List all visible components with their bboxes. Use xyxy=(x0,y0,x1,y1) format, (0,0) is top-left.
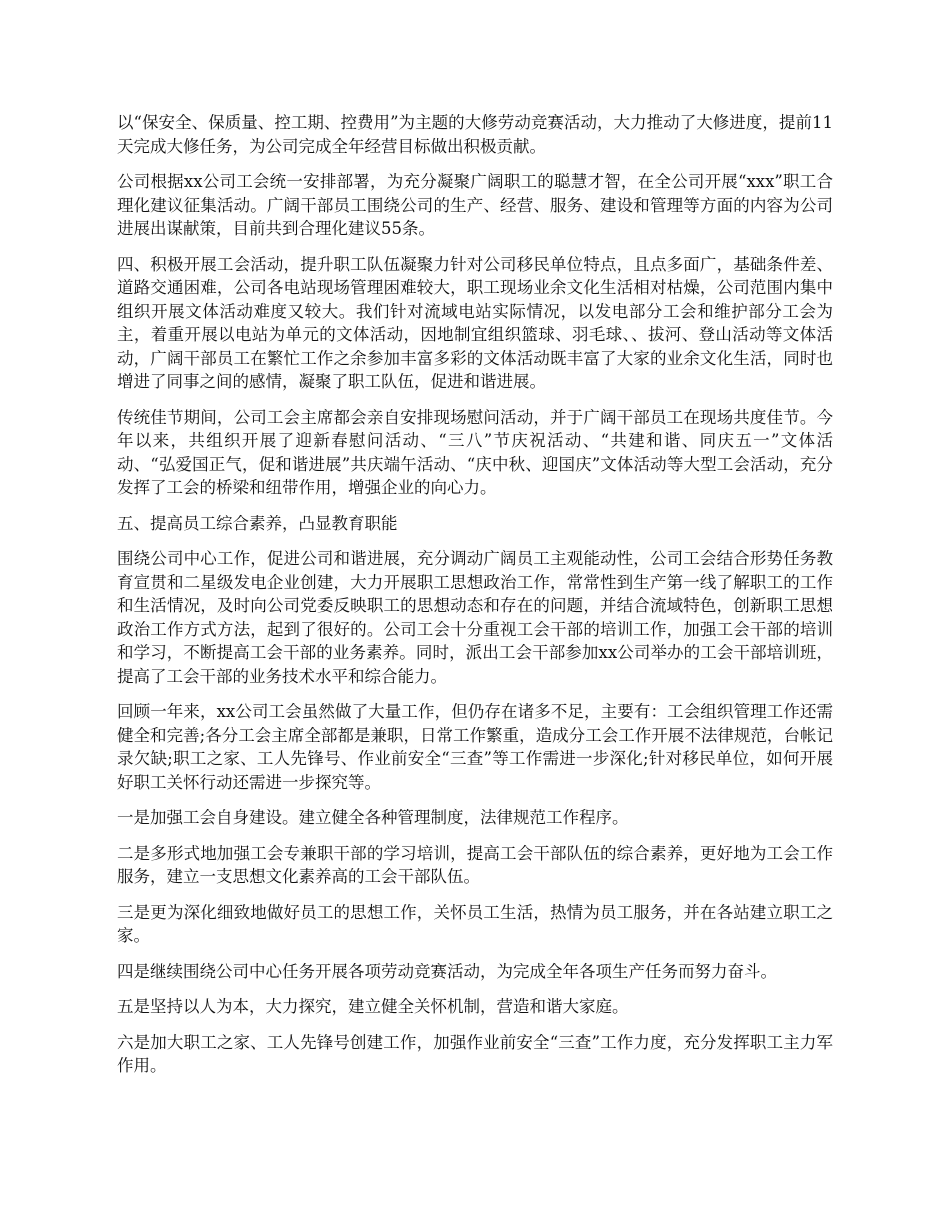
paragraph-competition-result: 以“保安全、保质量、控工期、控费用”为主题的大修劳动竞赛活动，大力推动了大修进度，提前11天完成大修任务，为公司完成全年经营目标做出积极贡献。 xyxy=(117,113,833,156)
plan-item-four: 四是继续围绕公司中心任务开展各项劳动竞赛活动，为完成全年各项生产任务而努力奋斗。 xyxy=(117,961,777,981)
plan-item-one: 一是加强工会自身建设。建立健全各种管理制度，法律规范工作程序。 xyxy=(117,808,629,827)
document-body xyxy=(117,111,833,1090)
paragraph-section-four: 四、积极开展工会活动，提升职工队伍凝聚力针对公司移民单位特点，且点多面广，基础条件差、道路交通困难，公司各电站现场管理困难较大，职工现场业余文化生活相对枯燥，公司范围内集中组织开展文体活动难度又较大。我们针对流域电站实际情况，以发电部分工会和维护部分工会为主，着重开展以电站为单元的文体活动，因地制宜组织篮球、羽毛球、、拔河、登山活动等文体活动，广阔干部员工在繁忙工作之余参加丰富多彩的文体活动既丰富了大家的业余文化生活，同时也增进了同事之间的感情，凝聚了职工队伍，促进和谐进展。 xyxy=(117,254,833,391)
plan-item-six: 六是加大职工之家、工人先锋号创建工作，加强作业前安全“三查”工作力度，充分发挥职工主力军作用。 xyxy=(117,1032,833,1075)
plan-item-two: 二是多形式地加强工会专兼职干部的学习培训，提高工会干部队伍的综合素养，更好地为工会工作服务，建立一支思想文化素养高的工会干部队伍。 xyxy=(117,843,833,886)
plan-item-five: 五是坚持以人为本，大力探究，建立健全关怀机制，营造和谐大家庭。 xyxy=(117,997,629,1016)
paragraph-suggestion-campaign: 公司根据xx公司工会统一安排部署，为充分凝聚广阔职工的聪慧才智，在全公司开展“xxx”职工合理化建议征集活动。广阔干部员工围绕公司的生产、经营、服务、建设和管理等方面的内容为公司进展出谋献策，目前共到合理化建议55条。 xyxy=(117,172,833,238)
paragraph-review: 回顾一年来，xx公司工会虽然做了大量工作，但仍存在诸多不足，主要有：工会组织管理工作还需健全和完善;各分工会主席全部都是兼职，日常工作繁重，造成分工会工作开展不法律规范，台帐记录欠缺;职工之家、工人先锋号、作业前安全“三查”等工作需进一步深化;针对移民单位，如何开展好职工关怀行动还需进一步探究等。 xyxy=(117,702,833,792)
paragraph-education: 围绕公司中心工作，促进公司和谐进展，充分调动广阔员工主观能动性，公司工会结合形势任务教育宣贯和二星级发电企业创建，大力开展职工思想政治工作，常常性到生产第一线了解职工的工作和生活情况，及时向公司党委反映职工的思想动态和存在的问题，并结合流域特色，创新职工思想政治工作方式方法，起到了很好的。公司工会十分重视工会干部的培训工作，加强工会干部的培训和学习，不断提高工会干部的业务素养。同时，派出工会干部参加xx公司举办的工会干部培训班，提高了工会干部的业务技术水平和综合能力。 xyxy=(117,549,833,686)
section-heading-five: 五、提高员工综合素养，凸显教育职能 xyxy=(117,513,398,533)
plan-item-three: 三是更为深化细致地做好员工的思想工作，关怀员工生活，热情为员工服务，并在各站建立职工之家。 xyxy=(117,902,833,945)
paragraph-holiday-activities: 传统佳节期间，公司工会主席都会亲自安排现场慰问活动，并于广阔干部员工在现场共度佳节。今年以来，共组织开展了迎新春慰问活动、“三八”节庆祝活动、“共建和谐、同庆五一”文体活动、“弘爱国正气，促和谐进展”共庆端午活动、“庆中秋、迎国庆”文体活动等大型工会活动，充分发挥了工会的桥梁和纽带作用，增强企业的向心力。 xyxy=(117,407,833,497)
